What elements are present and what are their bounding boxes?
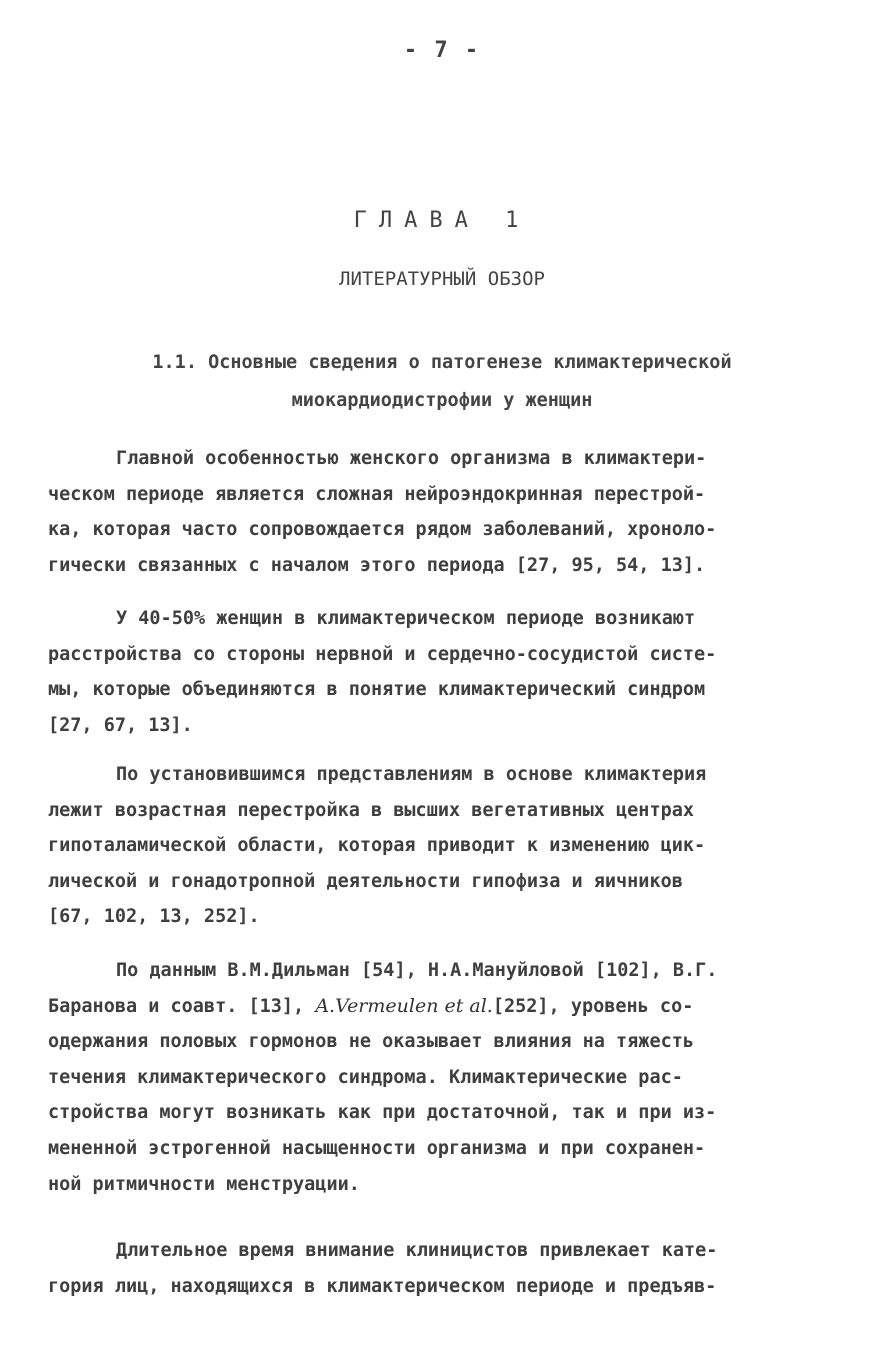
text-line: одержания половых гормонов не оказывает влияния на тяжесть — [48, 1031, 695, 1053]
section-heading-line-2: миокардиодистрофии у женщин — [291, 390, 593, 411]
text-segment: [252], уровень со- — [492, 995, 694, 1017]
chapter-heading: ГЛАВА 1 — [353, 208, 531, 233]
text-line: гория лиц, находящихся в климактерическом периоде и предъяв- — [48, 1275, 717, 1297]
paragraph-2 — [48, 601, 838, 743]
text-line: расстройства со стороны нервной и сердечно-сосудистой систе- — [48, 643, 717, 665]
text-line: ка, которая часто сопровождается рядом заболеваний, хроноло- — [48, 519, 717, 541]
text-line: По данным В.М.Дильман [54], Н.А.Мануйловой [102], В.Г. — [116, 960, 718, 981]
text-line: гипоталамической области, которая приводит к изменению цик- — [48, 835, 706, 857]
text-line: У 40-50% женщин в климактерическом периоде возникают — [116, 608, 696, 629]
text-line: течения климактерического синдрома. Климактерические рас- — [48, 1066, 683, 1088]
paragraph-5 — [48, 1233, 838, 1304]
text-line: стройства могут возникать как при достаточной, так и при из- — [48, 1102, 717, 1124]
text-line: гически связанных с началом этого периода [27, 95, 54, 13]. — [48, 554, 706, 576]
section-heading-line-1: 1.1. Основные сведения о патогенезе климактерической — [152, 352, 732, 373]
text-line: лической и гонадотропной деятельности гипофиза и яичников — [48, 870, 683, 892]
text-line: [27, 67, 13]. — [48, 714, 193, 736]
page-number: - 7 - — [403, 38, 481, 63]
text-line: ческом периоде является сложная нейроэндокринная перестрой- — [48, 483, 706, 505]
text-line: По установившимся представлениям в основе климактерия — [116, 764, 707, 785]
text-line: лежит возрастная перестройка в высших вегетативных центрах — [48, 799, 695, 821]
text-line: Длительное время внимание клиницистов привлекает кате- — [116, 1240, 718, 1261]
text-line-with-handwriting — [48, 989, 838, 1025]
text-line: Главной особенностью женского организма в климактери- — [116, 448, 707, 469]
section-heading — [0, 344, 884, 420]
text-line: мы, которые объединяются в понятие климактерический синдром — [48, 679, 706, 701]
paragraph-1 — [48, 441, 838, 583]
paragraph-4 — [48, 953, 838, 1202]
text-line: мененной эстрогенной насыщенности организма и при сохранен- — [48, 1137, 706, 1159]
handwritten-annotation: A.Vermeulen et al. — [315, 994, 493, 1017]
chapter-title: ЛИТЕРАТУРНЫЙ ОБЗОР — [339, 268, 545, 290]
text-segment: Баранова и соавт. [13], — [48, 995, 305, 1017]
paragraph-3 — [48, 757, 838, 935]
text-line: ной ритмичности менструации. — [48, 1173, 360, 1195]
text-line: [67, 102, 13, 252]. — [48, 906, 260, 928]
